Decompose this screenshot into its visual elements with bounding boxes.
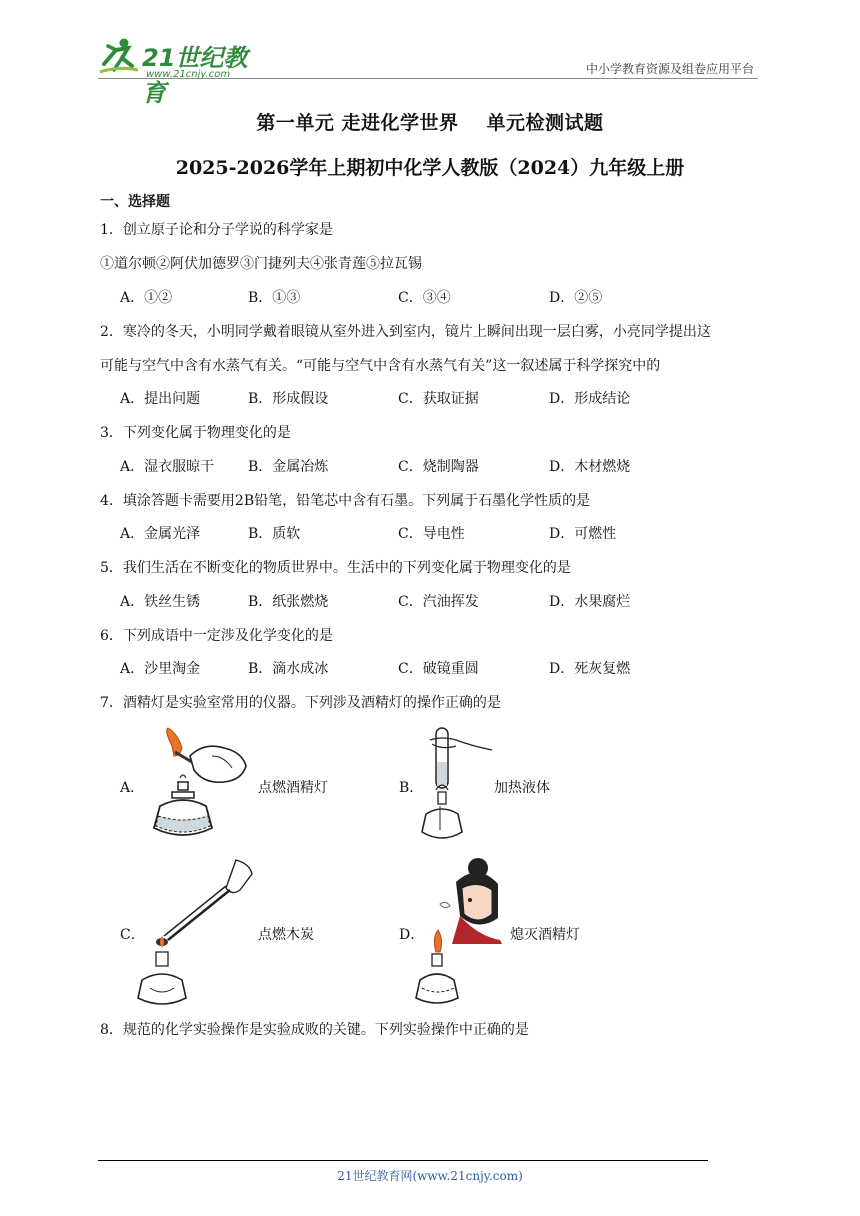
option-a[interactable]: A．①②: [120, 290, 173, 306]
option-a-caption: 点燃酒精灯: [258, 780, 328, 796]
tongs-charcoal-image: [140, 856, 260, 1008]
option-d[interactable]: D．可燃性: [549, 526, 617, 542]
question-6-options: [120, 658, 740, 678]
option-c[interactable]: C．: [120, 927, 145, 943]
option-b[interactable]: B．金属冶炼: [248, 459, 329, 475]
option-b[interactable]: B．纸张燃烧: [248, 594, 329, 610]
question-3-stem: 3．下列变化属于物理变化的是: [100, 425, 291, 441]
option-c[interactable]: C．③④: [398, 290, 451, 306]
option-b[interactable]: B．滴水成冰: [248, 661, 329, 677]
option-c[interactable]: C．导电性: [398, 526, 465, 542]
option-b[interactable]: B．质软: [248, 526, 301, 542]
option-c[interactable]: C．破镜重圆: [398, 661, 479, 677]
question-1-list: ①道尔顿②阿伏加德罗③门捷列夫④张青莲⑤拉瓦锡: [100, 256, 422, 272]
option-d[interactable]: D．: [399, 927, 425, 943]
question-2-stem: 2．寒冷的冬天，小明同学戴着眼镜从室外进入到室内，镜片上瞬间出现一层白雾，小亮同学提出这: [100, 324, 711, 340]
option-d-caption: 熄灭酒精灯: [510, 927, 580, 943]
question-5-stem: 5．我们生活在不断变化的物质世界中。生活中的下列变化属于物理变化的是: [100, 560, 571, 576]
option-a[interactable]: A．沙里淘金: [120, 661, 201, 677]
question-4-options: [120, 523, 740, 543]
unit-title: 第一单元 走进化学世界: [256, 112, 459, 134]
question-4-stem: 4．填涂答题卡需要用2B铅笔，铅笔芯中含有石墨。下列属于石墨化学性质的是: [100, 493, 591, 509]
platform-name: 中小学教育资源及组卷应用平台: [585, 62, 754, 76]
option-d[interactable]: D．水果腐烂: [549, 594, 631, 610]
question-7-stem: 7．酒精灯是实验室常用的仪器。下列涉及酒精灯的操作正确的是: [100, 695, 501, 711]
option-a[interactable]: A．提出问题: [120, 391, 201, 407]
question-3-options: [120, 456, 740, 476]
option-c[interactable]: C．获取证据: [398, 391, 479, 407]
option-a[interactable]: A．湿衣服晾干: [120, 459, 215, 475]
option-a[interactable]: A．金属光泽: [120, 526, 201, 542]
question-2-stem-cont: 可能与空气中含有水蒸气有关。“可能与空气中含有水蒸气有关”这一叙述属于科学探究中的: [100, 358, 661, 374]
blowing-out-lamp-image: [420, 856, 512, 1006]
option-d[interactable]: D．②⑤: [549, 290, 603, 306]
question-1-stem: 1．创立原子论和分子学说的科学家是: [100, 222, 333, 238]
question-8-stem: 8．规范的化学实验操作是实验成败的关键。下列实验操作中正确的是: [100, 1022, 529, 1038]
footer-link[interactable]: 21世纪教育网(www.21cnjy.com): [337, 1169, 523, 1183]
logo-text: 21世纪教育: [142, 44, 248, 107]
option-b[interactable]: B．①③: [248, 290, 301, 306]
option-a[interactable]: A．: [120, 780, 145, 796]
option-b[interactable]: B．: [399, 780, 424, 796]
question-1-options: [120, 287, 740, 307]
option-c-caption: 点燃木炭: [258, 927, 314, 943]
footer-divider: [98, 1160, 708, 1161]
site-logo: [98, 36, 268, 107]
test-title: 单元检测试题: [486, 112, 604, 134]
option-a[interactable]: A．铁丝生锈: [120, 594, 201, 610]
question-5-options: [120, 591, 740, 611]
lamp-ignite-from-lamp-image: [142, 726, 257, 842]
heating-test-tube-image: [420, 720, 500, 848]
question-2-options: [120, 388, 740, 408]
option-b-caption: 加热液体: [494, 780, 550, 796]
option-c[interactable]: C．烧制陶器: [398, 459, 479, 475]
page-header: [98, 28, 758, 107]
option-d[interactable]: D．形成结论: [549, 391, 631, 407]
option-d[interactable]: D．死灰复燃: [549, 661, 631, 677]
option-d[interactable]: D．木材燃烧: [549, 459, 631, 475]
page-title: [0, 108, 860, 135]
section-heading: 一、选择题: [100, 194, 170, 210]
option-b[interactable]: B．形成假设: [248, 391, 329, 407]
option-c[interactable]: C．汽油挥发: [398, 594, 479, 610]
header-divider: [98, 78, 758, 79]
logo-url: www.21cnjy.com: [146, 69, 231, 80]
page-subtitle: 2025-2026学年上期初中化学人教版（2024）九年级上册: [175, 157, 685, 179]
question-6-stem: 6．下列成语中一定涉及化学变化的是: [100, 628, 333, 644]
